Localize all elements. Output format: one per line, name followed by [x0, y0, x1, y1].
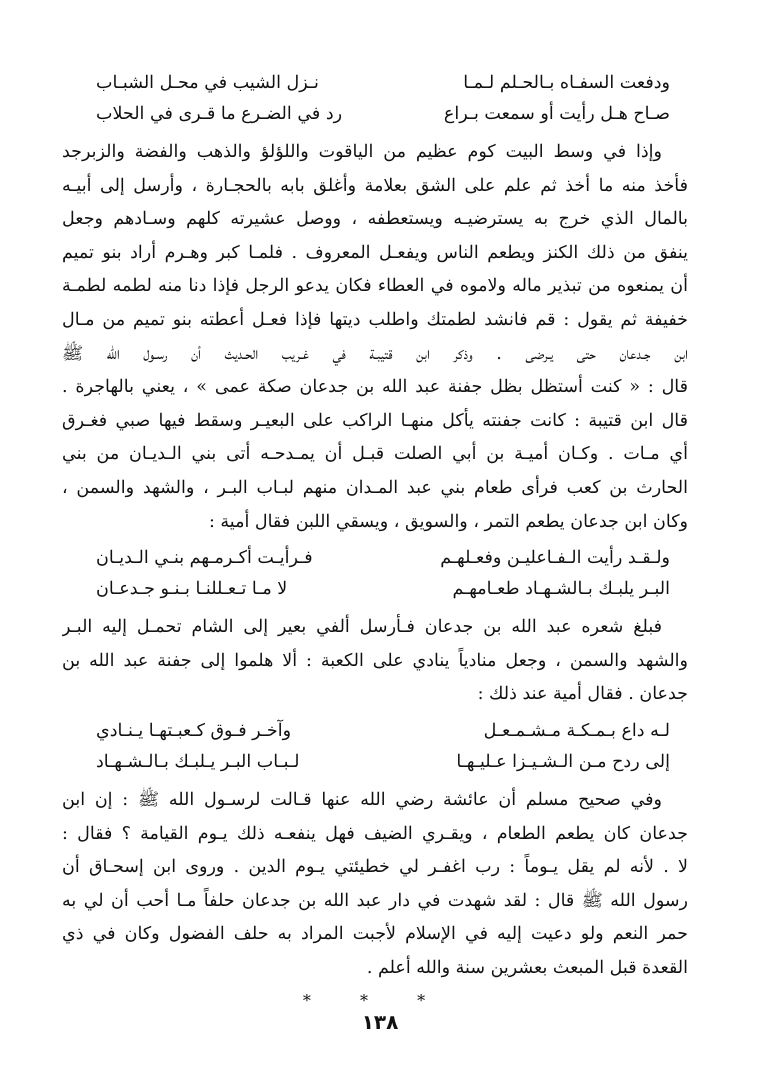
- paragraph-2: [62, 611, 688, 712]
- verse-first-hemistich: لـه داع بـمـكـة مـشـمـعـل: [483, 720, 670, 741]
- text-line: فأخذ منه ما أخذ ثم علم على الشق بعلامة وأغلق بابه بالحجـارة ، وأرسل إلى أبيـه: [62, 175, 688, 196]
- verse-first-hemistich: إلى ردح مـن الـشـيـزا عـليـهـا: [456, 751, 670, 772]
- section-separator: * * *: [302, 991, 448, 1011]
- text-line: القعدة قبل المبعث بعشرين سنة والله أعلم .: [366, 957, 688, 978]
- text-line: أن يمنعوه من تبذير ماله ولاموه في العطاء فكان يدعو الرجل فإذا دنا منه لطمه لطمـة: [62, 276, 688, 297]
- verse-first-hemistich: صـاح هـل رأيت أو سمعت بـراع: [443, 104, 670, 124]
- text-line: خفيفة ثم يقول : قم فانشد لطمتك واطلب ديتها فإذا فعـل أعطته بنو تميم من مـال: [62, 309, 688, 330]
- page-number: ١٣٨: [361, 1010, 399, 1034]
- text-line: قال : « كنت أستظل بظل جفنة عبد الله بن جدعان صكة عمى » ، يعني بالهاجرة .: [62, 377, 688, 398]
- poem-verse: [96, 574, 670, 605]
- poem-verse: [96, 747, 670, 778]
- poem-verse: [96, 543, 670, 574]
- verse-first-hemistich: البـر يلبـك بـالشـهـاد طعـامهـم: [452, 579, 670, 600]
- poem-middle: [96, 543, 670, 605]
- verse-second-hemistich: نـزل الشيب في محـل الشبـاب: [96, 73, 319, 93]
- text-line: وإذا في وسط البيت كوم عظيم من الياقوت واللؤلؤ والذهب والفضة والزبرجد: [62, 142, 662, 162]
- text-line: لا . لأنه لم يقل يـوماً : رب اغفـر لي خطيئتي يـوم الدين . وروى ابن إسحـاق أن: [62, 857, 688, 878]
- text-line: ابن جـدعان حتى يـرضى . وذكر ابن قتيبـة في غـريب الحـديث أن رسـول الله ﷺ: [62, 343, 688, 364]
- text-line: حمر النعم ولو دعيت إليه في الإسلام لأجبت المراد به حلف الفضول وكان في ذي: [62, 924, 688, 945]
- verse-second-hemistich: لا مـا تـعـللنـا بـنـو جـدعـان: [96, 579, 288, 600]
- text-line: الحارث بن كعب فرأى طعام بني عبد المـدان منهم لبـاب البـر ، والشهد والسمن ،: [62, 477, 688, 498]
- verse-second-hemistich: لـبـاب البـر يـلبـك بـالـشـهـاد: [96, 751, 300, 772]
- text-line: والشهد والسمن ، وجعل منادياً ينادي على الكعبة : ألا هلموا إلى جفنة عبد الله بن: [62, 650, 688, 671]
- text-line: رسول الله ﷺ قال : لقد شهدت في دار عبد الله بن جدعان حلفاً مـا أحب أن لي به: [62, 890, 688, 911]
- verse-second-hemistich: وآخـر فـوق كـعبـتهـا يـنـادي: [96, 720, 292, 741]
- paragraph-1: [62, 136, 688, 539]
- poem-top: [96, 68, 670, 130]
- text-line: أي مـات . وكـان أميـة بن أبي الصلت قبـل أن يمـدحـه أتى بني الـديـان من بني: [62, 444, 688, 465]
- verse-second-hemistich: رد في الضـرع ما قـرى في الحلاب: [96, 104, 343, 124]
- text-line: جدعان . فقال أمية عند ذلك :: [477, 684, 688, 705]
- text-line: بالمال الذي خرج به يسترضيـه ويستعطفه ، ووصل عشيرته كلهم وسـادهم وجعل: [62, 209, 688, 230]
- text-line: قال ابن قتيبة : كانت جفنته يأكل منهـا الراكب على البعيـر وسقط فيها صبي فغـرق: [62, 410, 688, 431]
- text-line: ينفق من ذلك الكنز ويطعم الناس ويفعـل المعروف . فلمـا كبر وهـرم أراد بنو تميم: [62, 242, 688, 263]
- text-line: وفي صحيح مسلم أن عائشة رضي الله عنها قـالت لرسـول الله ﷺ : إن ابن: [62, 789, 662, 810]
- poem-verse: [96, 716, 670, 747]
- text-line: وكان ابن جدعان يطعم التمر ، والسويق ، ويسقي اللبن فقال أمية :: [208, 511, 688, 532]
- poem-verse: [96, 99, 670, 130]
- text-line: جدعان كان يطعم الطعام ، ويقـري الضيف فهل ينفعـه ذلك يـوم القيامة ؟ فقال :: [62, 823, 688, 844]
- verse-first-hemistich: ولـقـد رأيت الـفـاعليـن وفعـلهـم: [440, 548, 670, 569]
- poem-verse: [96, 68, 670, 99]
- verse-first-hemistich: ودفعت السفـاه بـالحـلم لـمـا: [463, 73, 670, 93]
- poem-lower: [96, 716, 670, 778]
- text-line: فبلغ شعره عبد الله بن جدعان فـأرسل ألفي بعير إلى الشام تحمـل إليه البـر: [62, 617, 662, 638]
- paragraph-3: [62, 784, 688, 986]
- verse-second-hemistich: فـرأيـت أكـرمـهم بنـي الـديـان: [96, 548, 313, 569]
